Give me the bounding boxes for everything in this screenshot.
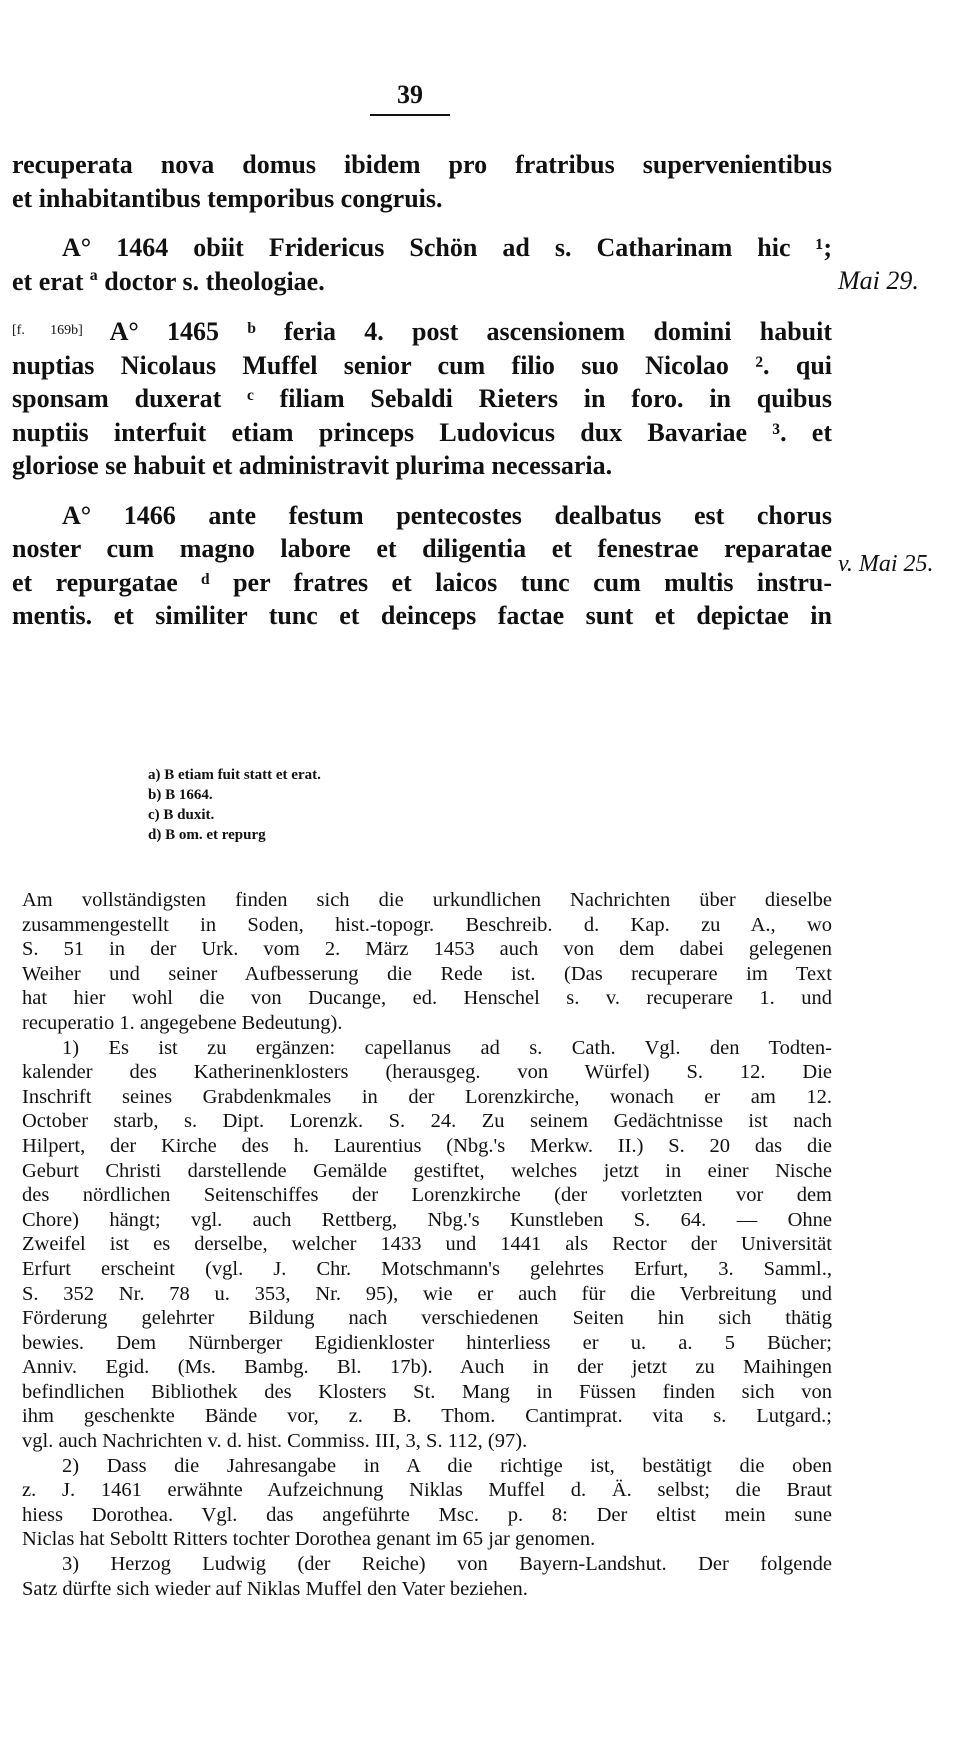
- footnote-line: Weiher und seiner Aufbesserung die Rede ist. (Das recuperare im Text: [22, 962, 832, 985]
- footnote-line: 1) Es ist zu ergänzen: capellanus ad s. Cath. Vgl. den Todten-: [62, 1036, 832, 1059]
- main-line-with-folio: [12, 314, 832, 349]
- main-line: nuptiis interfuit etiam princeps Ludovicus dux Bavariae ³. et: [12, 417, 832, 447]
- footnote-line: Zweifel ist es derselbe, welcher 1433 und 1441 als Rector der Universität: [22, 1233, 832, 1256]
- main-line: gloriose se habuit et administravit plurima necessaria.: [12, 451, 613, 480]
- footnote-line: zusammengestellt in Soden, hist.-topogr. Beschreib. d. Kap. zu A., wo: [22, 913, 832, 936]
- variant-note: d) B om. et repurg: [148, 827, 266, 843]
- footnote-line: Erfurt erscheint (vgl. J. Chr. Motschmann's gelehrtes Erfurt, 3. Samml.,: [22, 1257, 832, 1280]
- main-line: nuptias Nicolaus Muffel senior cum filio suo Nicolao ². qui: [12, 350, 832, 380]
- footnote-line: Geburt Christi darstellende Gemälde gestiftet, welches jetzt in einer Nische: [22, 1159, 832, 1182]
- variant-notes: [148, 765, 321, 845]
- footnote-line: kalender des Katherinenklosters (herausgeg. von Würfel) S. 12. Die: [22, 1061, 832, 1084]
- footnote-line: vgl. auch Nachrichten v. d. hist. Commiss. III, 3, S. 112, (97).: [22, 1430, 528, 1453]
- footnote-line: des nördlichen Seitenschiffes der Lorenzkirche (der vorletzten vor dem: [22, 1184, 832, 1207]
- footnote-line: S. 352 Nr. 78 u. 353, Nr. 95), wie er auch für die Verbreitung und: [22, 1282, 832, 1305]
- footnote-line: bewies. Dem Nürnberger Egidienkloster hinterliess er u. a. 5 Bücher;: [22, 1331, 832, 1354]
- main-line-text: A° 1465 ᵇ feria 4. post ascensionem domini habuit: [109, 317, 832, 346]
- footnote-line: Niclas hat Seboltt Ritters tochter Dorothea genant im 65 jar genomen.: [22, 1528, 596, 1551]
- footnote-line: Satz dürfte sich wieder auf Niklas Muffel den Vater beziehen.: [22, 1577, 528, 1600]
- footnote-line: October starb, s. Dipt. Lorenzk. S. 24. Zu seinem Gedächtnisse ist nach: [22, 1110, 832, 1133]
- footnote-line: S. 51 in der Urk. vom 2. März 1453 auch von dem dabei gelegenen: [22, 938, 832, 961]
- footnote-line: hiess Dorothea. Vgl. das angeführte Msc. p. 8: Der eltist mein sune: [22, 1503, 832, 1526]
- footnote-line: Förderung gelehrter Bildung nach verschiedenen Seiten hin sich thätig: [22, 1307, 832, 1330]
- main-line: et inhabitantibus temporibus congruis.: [12, 183, 443, 213]
- margin-date-note: v. Mai 25.: [838, 551, 934, 577]
- folio-marker: [f. 169b]: [12, 323, 83, 338]
- main-line: A° 1466 ante festum pentecostes dealbatus est chorus: [62, 500, 832, 530]
- footnote-line: Hilpert, der Kirche des h. Laurentius (Nbg.'s Merkw. II.) S. 20 das die: [22, 1134, 832, 1157]
- footnote-line: 2) Dass die Jahresangabe in A die richtige ist, bestätigt die oben: [62, 1454, 832, 1477]
- main-line: et erat ª doctor s. theologiae.: [12, 266, 325, 296]
- footnote-line: ihm geschenkte Bände vor, z. B. Thom. Cantimprat. vita s. Lutgard.;: [22, 1405, 832, 1428]
- footnote-line: befindlichen Bibliothek des Klosters St. Mang in Füssen finden sich von: [22, 1380, 832, 1403]
- footnote-line: Am vollständigsten finden sich die urkundlichen Nachrichten über dieselbe: [22, 889, 832, 911]
- footnote-line: recuperatio 1. angegebene Bedeutung).: [22, 1011, 343, 1034]
- footnote-line: Chore) hängt; vgl. auch Rettberg, Nbg.'s Kunstleben S. 64. — Ohne: [22, 1208, 832, 1231]
- variant-note: b) B 1664.: [148, 787, 213, 803]
- footnote-line: 3) Herzog Ludwig (der Reiche) von Bayern-Landshut. Der folgende: [62, 1553, 832, 1576]
- main-line: mentis. et similiter tunc et deinceps factae sunt et depictae in: [12, 601, 832, 630]
- main-line: noster cum magno labore et diligentia et fenestrae reparatae: [12, 534, 832, 563]
- footnote-line: Anniv. Egid. (Ms. Bambg. Bl. 17b). Auch in der jetzt zu Maihingen: [22, 1356, 832, 1379]
- footnote-line: z. J. 1461 erwähnte Aufzeichnung Niklas Muffel d. Ä. selbst; die Braut: [22, 1479, 832, 1502]
- main-text: [12, 148, 832, 633]
- page-number: 39: [370, 80, 450, 116]
- main-line: recuperata nova domus ibidem pro fratribus supervenientibus: [12, 150, 832, 179]
- main-line: et repurgatae ᵈ per fratres et laicos tunc cum multis instru-: [12, 567, 832, 597]
- footnotes: [22, 888, 832, 1601]
- main-line: sponsam duxerat ᶜ filiam Sebaldi Rieters in foro. in quibus: [12, 384, 832, 413]
- footnote-line: Inschrift seines Grabdenkmales in der Lorenzkirche, wonach er am 12.: [22, 1085, 832, 1108]
- variant-note: a) B etiam fuit statt et erat.: [148, 767, 321, 783]
- margin-date-note: Mai 29.: [838, 266, 919, 295]
- variant-note: c) B duxit.: [148, 807, 215, 823]
- footnote-line: hat hier wohl die von Ducange, ed. Henschel s. v. recuperare 1. und: [22, 987, 832, 1010]
- main-line: A° 1464 obiit Fridericus Schön ad s. Catharinam hic ¹;: [62, 233, 832, 262]
